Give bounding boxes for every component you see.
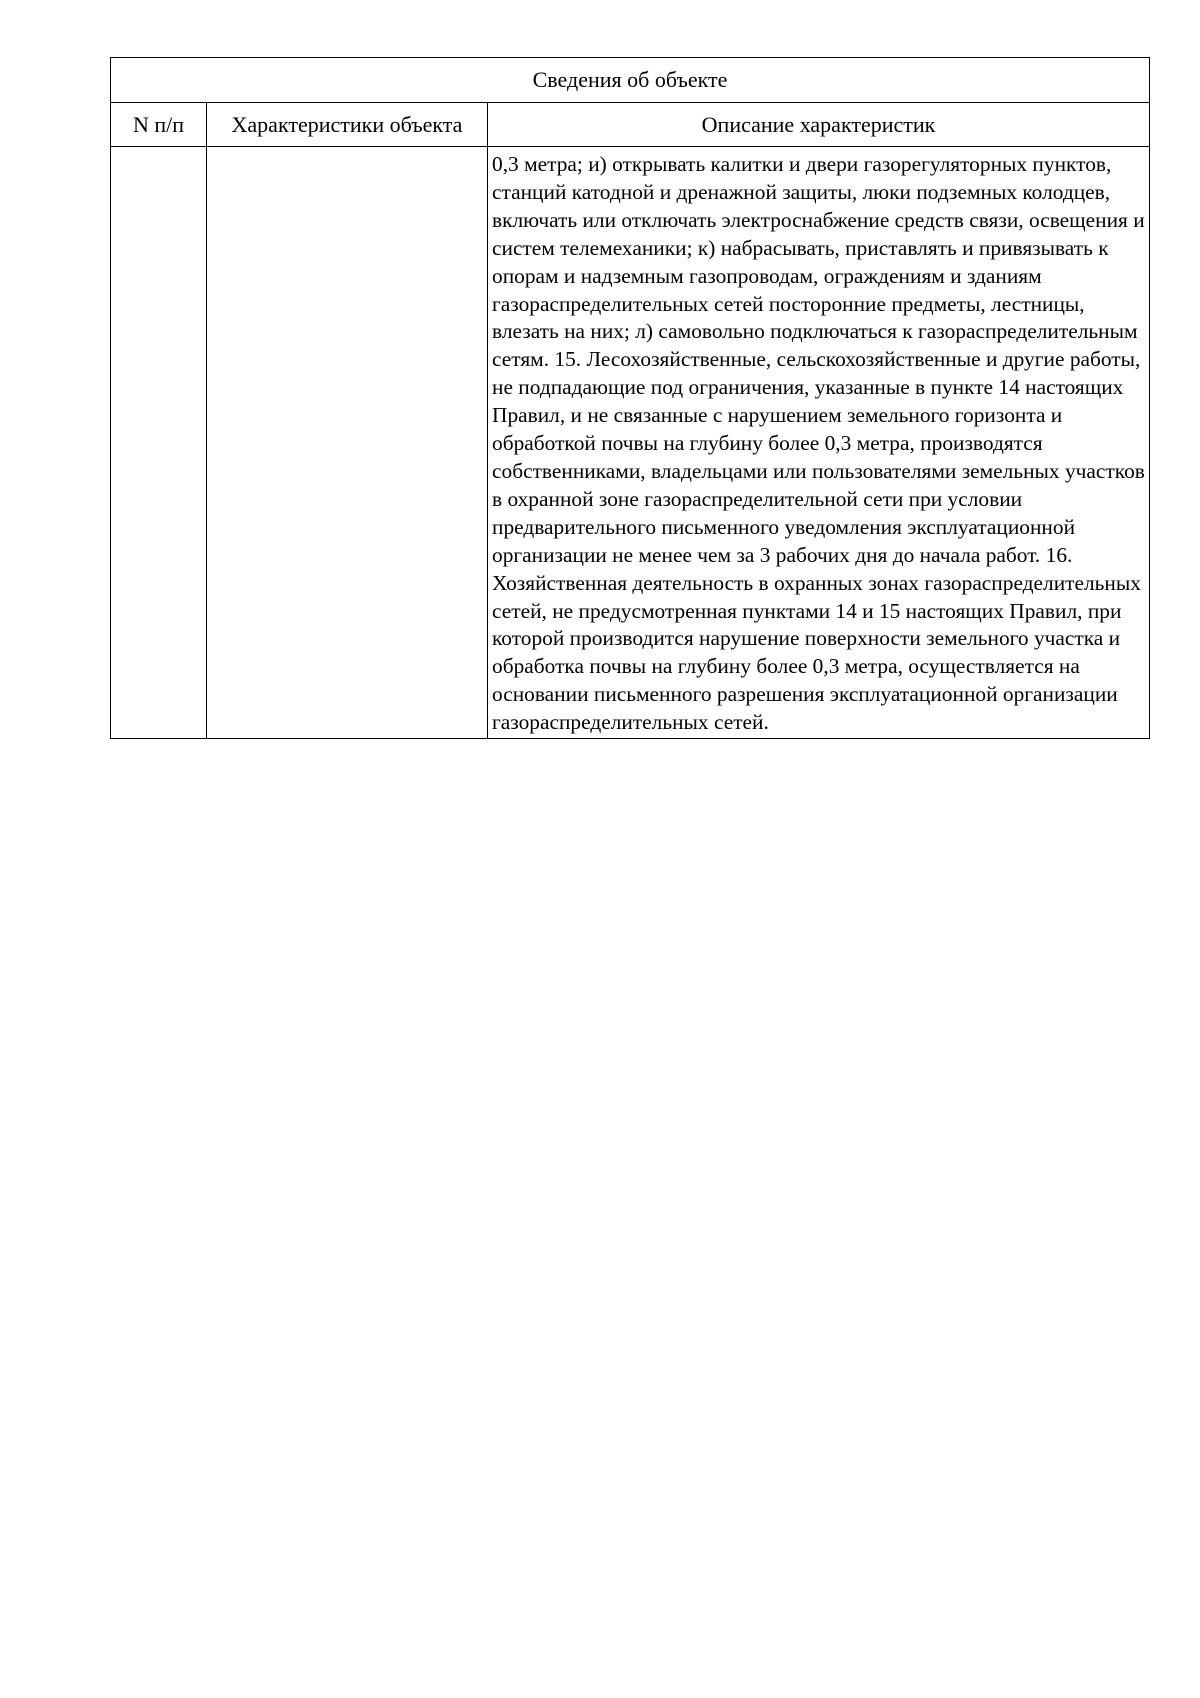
header-number: N п/п	[111, 103, 207, 147]
row-number-cell	[111, 147, 207, 739]
table-title: Сведения об объекте	[111, 58, 1150, 103]
object-info-table	[110, 57, 1150, 739]
row-description-cell: 0,3 метра; и) открывать калитки и двери газорегуляторных пунктов, станций катодной и дренажной защиты, люки подземных колодцев, включать или отключать электроснабжение средств связи, освещения и систем телемеханики; к) набрасывать, приставлять и привязывать к опорам и надземным газопроводам, ограждениям и зданиям газораспределительных сетей посторонние предметы, лестницы, влезать на них; л) самовольно подключаться к газораспределительным сетям. 15. Лесохозяйственные, сельскохозяйственные и другие работы, не подпадающие под ограничения, указанные в пункте 14 настоящих Правил, и не связанные с нарушением земельного горизонта и обработкой почвы на глубину более 0,3 метра, производятся собственниками, владельцами или пользователями земельных участков в охранной зоне газораспределительной сети при условии предварительного письменного уведомления эксплуатационной организации не менее чем за 3 рабочих дня до начала работ. 16. Хозяйственная деятельность в охранных зонах газораспределительных сетей, не предусмотренная пунктами 14 и 15 настоящих Правил, при которой производится нарушение поверхности земельного участка и обработка почвы на глубину более 0,3 метра, осуществляется на основании письменного разрешения эксплуатационной организации газораспределительных сетей.	[488, 147, 1150, 739]
header-characteristics: Характеристики объекта	[207, 103, 488, 147]
table-row	[111, 147, 1150, 739]
row-characteristics-cell	[207, 147, 488, 739]
header-description: Описание характеристик	[488, 103, 1150, 147]
table-header-row	[111, 103, 1150, 147]
table-title-row	[111, 58, 1150, 103]
